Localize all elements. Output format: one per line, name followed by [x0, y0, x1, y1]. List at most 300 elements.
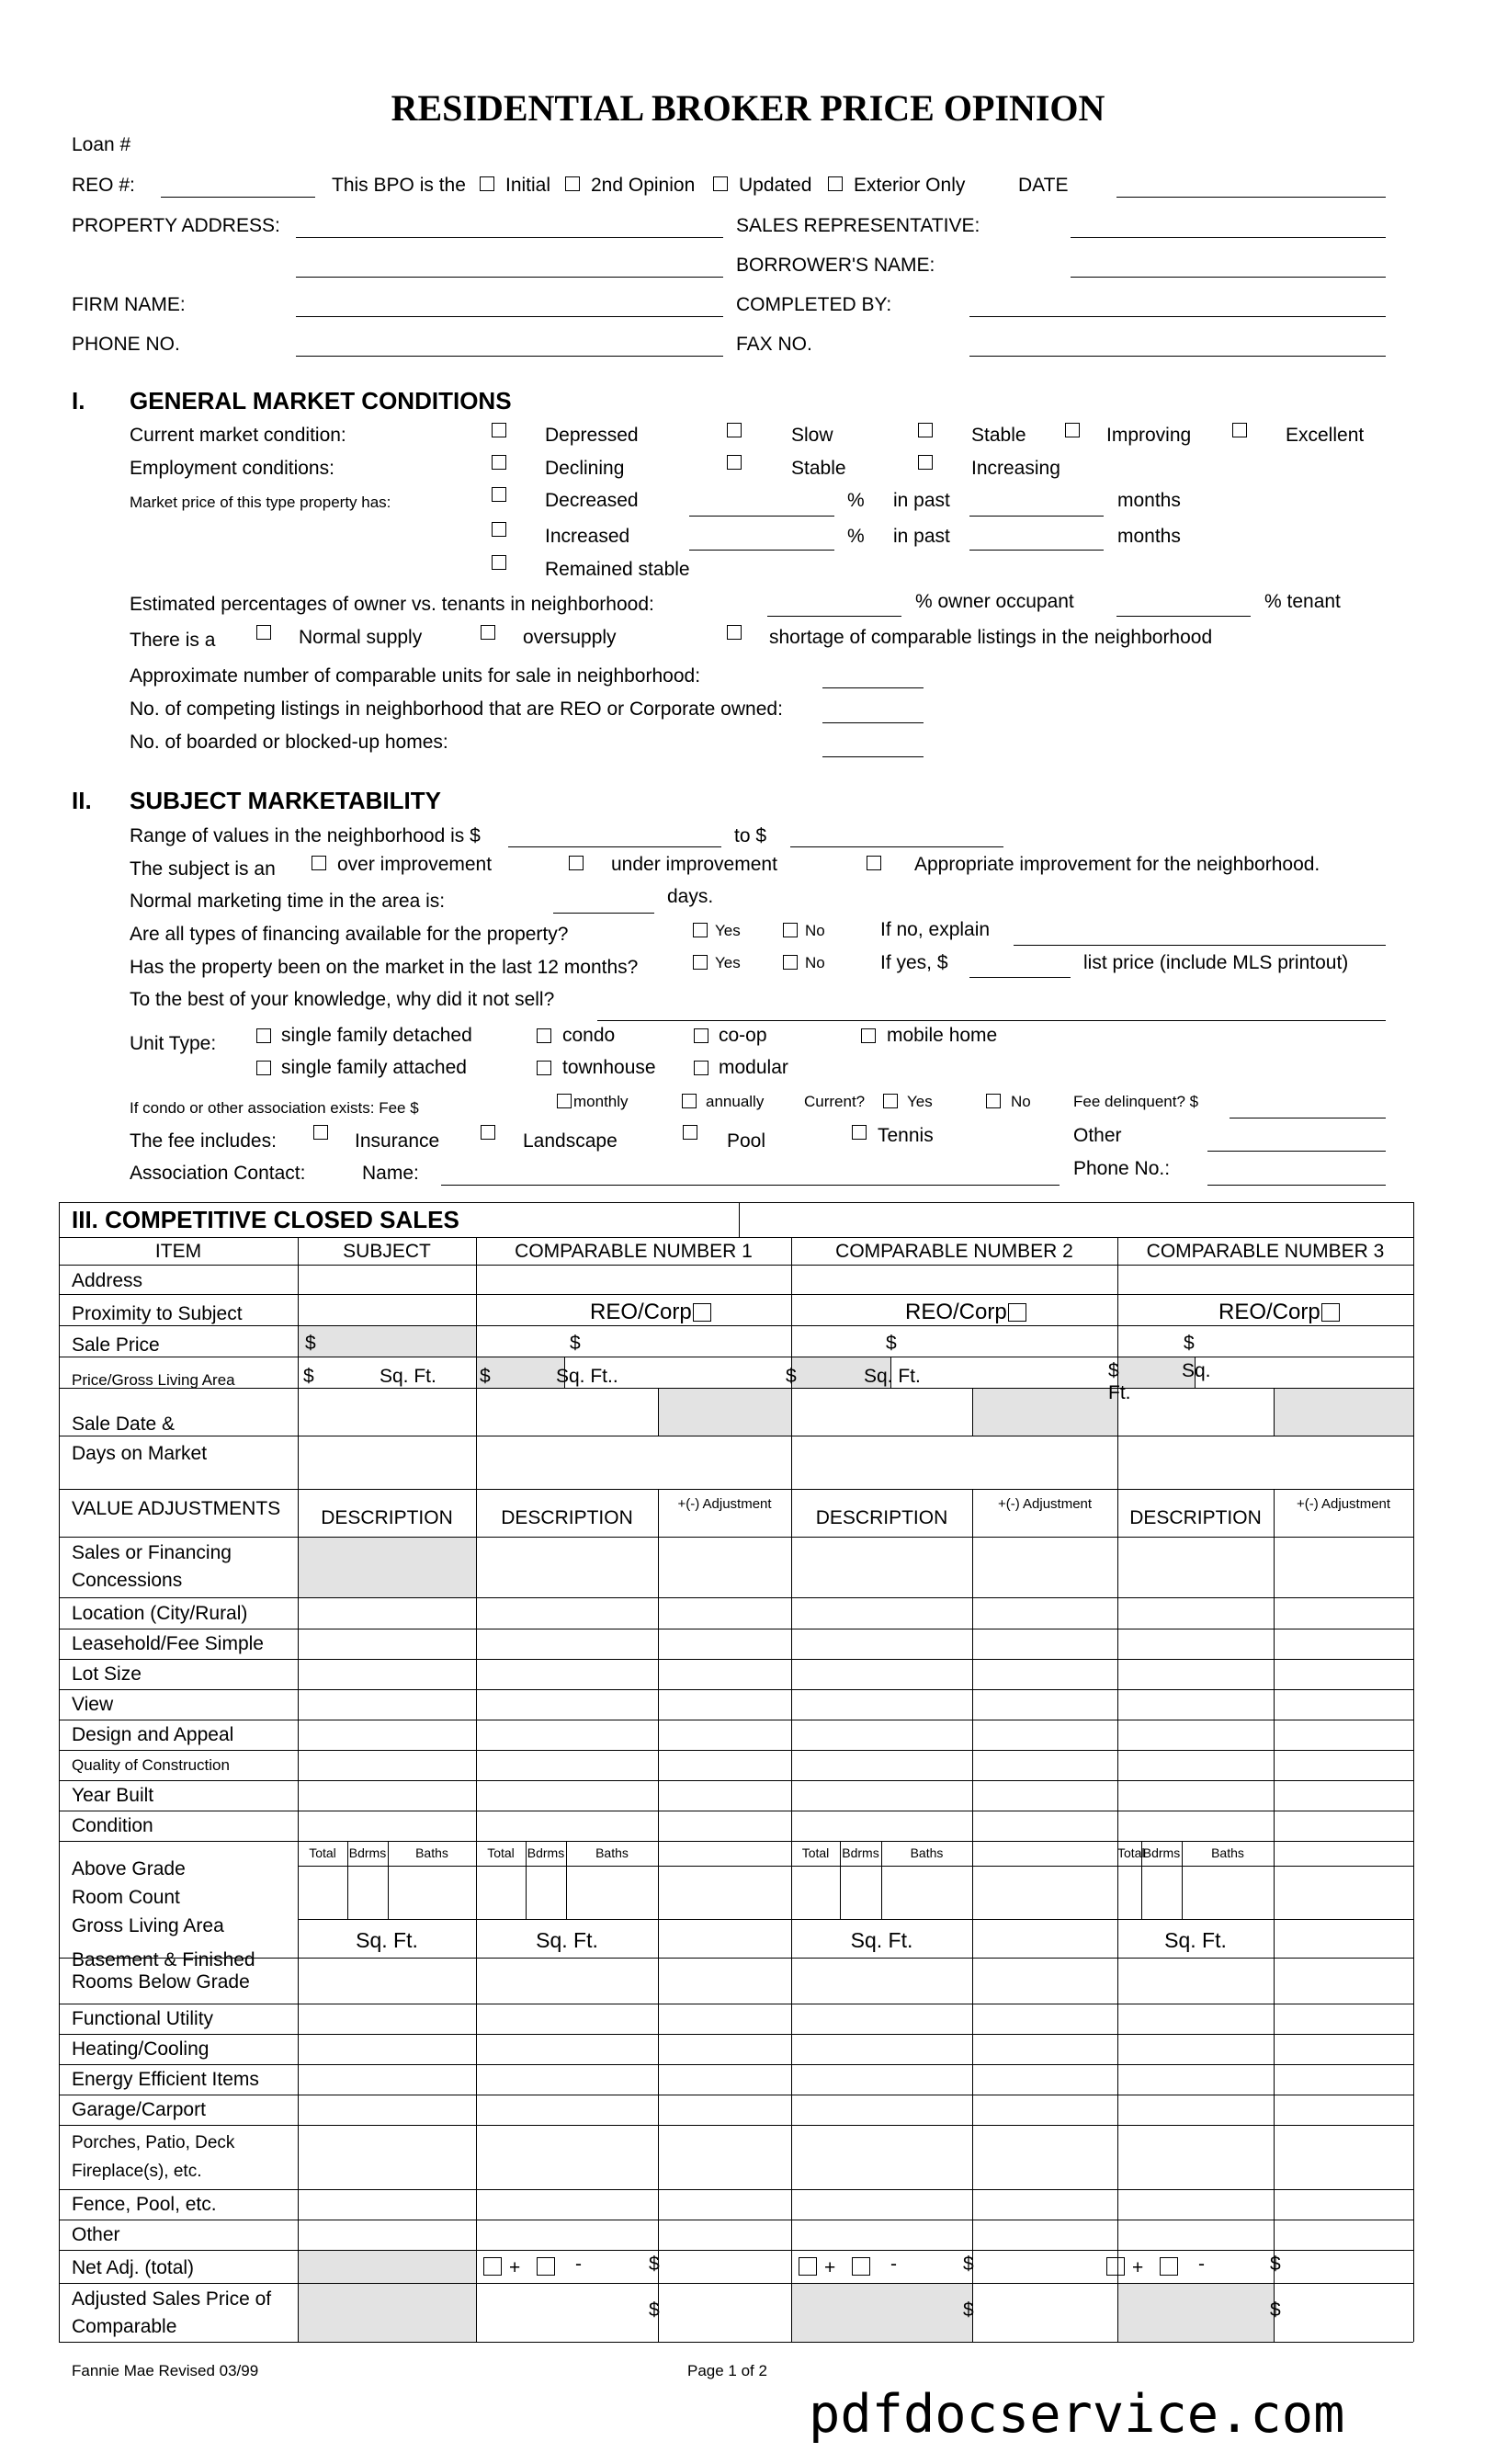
fee-includes-label: The fee includes:	[130, 1130, 277, 1152]
completed-by-label: COMPLETED BY:	[736, 294, 892, 315]
title-divider	[739, 1202, 740, 1237]
current-yes-checkbox[interactable]	[883, 1094, 898, 1108]
decreased-checkbox[interactable]	[492, 487, 506, 502]
comp1-reo-corp-label: REO/Corp	[590, 1300, 692, 1324]
subject-description-header: DESCRIPTION	[321, 1507, 453, 1528]
col-line-comp2-adj	[972, 1489, 973, 2342]
increased-pct-sign: %	[847, 526, 865, 547]
comp2-net-plus: +	[824, 2257, 836, 2278]
comp1-description-header: DESCRIPTION	[501, 1507, 633, 1528]
comp1-reo-corp-checkbox[interactable]	[693, 1303, 711, 1322]
borrower-field[interactable]	[1071, 277, 1386, 278]
comp3-total-header: Total	[1117, 1845, 1145, 1860]
shade-comp2-price-gla	[972, 1388, 1117, 1436]
comp2-net-dollar: $	[963, 2254, 974, 2275]
there-is-a-label: There is a	[130, 630, 216, 651]
comp3-price-gla-sq: Sq.	[1182, 1360, 1211, 1381]
annually-label: annually	[706, 1093, 765, 1110]
fax-field[interactable]	[969, 356, 1386, 357]
improving-checkbox[interactable]	[1065, 423, 1080, 437]
comp2-reo-corp-checkbox[interactable]	[1008, 1303, 1026, 1322]
decreased-pct-sign: %	[847, 490, 865, 511]
other-label: Other	[1073, 1125, 1122, 1146]
col-line-subject	[476, 1237, 477, 2342]
row-gla: Gross Living Area	[72, 1915, 224, 1936]
normal-supply-checkbox[interactable]	[256, 625, 271, 640]
comp2-net-minus-checkbox[interactable]	[852, 2257, 870, 2276]
row-above-grade: Above Grade	[72, 1858, 186, 1879]
decreased-in-past: in past	[893, 490, 950, 511]
financing-yes-checkbox[interactable]	[693, 923, 708, 937]
shade-comp2-adjusted	[791, 2283, 972, 2342]
increased-months: months	[1117, 526, 1181, 547]
row-adjusted-price: Adjusted Sales Price of	[72, 2288, 272, 2310]
row-line	[59, 1489, 1413, 1490]
phone-label: PHONE NO.	[72, 334, 180, 355]
section-2-title: SUBJECT MARKETABILITY	[130, 787, 441, 814]
comp1-price-gla-dollar: $	[480, 1366, 491, 1387]
normal-supply-label: Normal supply	[299, 627, 423, 648]
under-improvement-checkbox[interactable]	[569, 856, 584, 870]
increased-months-field[interactable]	[969, 550, 1104, 551]
comp3-price-gla-ft: Ft.	[1108, 1382, 1131, 1403]
row-fence: Fence, Pool, etc.	[72, 2194, 217, 2215]
range-to-label: to $	[734, 825, 767, 846]
row-line	[59, 2189, 1413, 2190]
col-line-comp3-adj	[1274, 1388, 1275, 1436]
depressed-label: Depressed	[545, 425, 639, 446]
section-1-number: I.	[72, 387, 85, 414]
row-line	[59, 1597, 1413, 1598]
row-sales-financing: Sales or Financing	[72, 1542, 232, 1563]
room-count-header-line	[298, 1866, 1413, 1867]
subject-sale-price-dollar: $	[305, 1333, 316, 1354]
competitive-closed-sales-table	[59, 1202, 1413, 2337]
insurance-checkbox[interactable]	[313, 1125, 328, 1140]
row-quality: Quality of Construction	[72, 1756, 230, 1774]
exterior-only-label: Exterior Only	[854, 175, 966, 196]
row-garage: Garage/Carport	[72, 2099, 206, 2120]
row-porches: Porches, Patio, Deck	[72, 2133, 235, 2152]
table-bottom-border	[59, 2342, 1413, 2343]
monthly-checkbox[interactable]	[557, 1094, 572, 1108]
comp2-adjustment-header: +(-) Adjustment	[997, 1496, 1093, 1512]
reo-label: REO #:	[72, 175, 135, 196]
col-line-item	[298, 1237, 299, 2342]
shortage-checkbox[interactable]	[727, 625, 742, 640]
row-lot-size: Lot Size	[72, 1663, 142, 1685]
row-comparable: Comparable	[72, 2316, 177, 2337]
room-count-bottom-line	[298, 1919, 1413, 1920]
row-energy: Energy Efficient Items	[72, 2069, 259, 2090]
comp1-adjusted-dollar: $	[649, 2299, 660, 2321]
property-address-label: PROPERTY ADDRESS:	[72, 215, 280, 236]
shade-subject-adjusted	[298, 2283, 476, 2342]
comp1-net-plus: +	[509, 2257, 521, 2278]
oversupply-label: oversupply	[523, 627, 617, 648]
date-label: DATE	[1018, 175, 1069, 196]
employment-label: Employment conditions:	[130, 458, 334, 479]
col-header-comp1: COMPARABLE NUMBER 1	[515, 1241, 753, 1262]
assoc-fee-label: If condo or other association exists: Fee $	[130, 1099, 419, 1117]
increased-checkbox[interactable]	[492, 522, 506, 537]
why-not-sell-field[interactable]	[597, 1020, 1386, 1021]
comp2-bdrms-header: Bdrms	[842, 1845, 879, 1860]
boarded-label: No. of boarded or blocked-up homes:	[130, 732, 448, 753]
unit-type-label: Unit Type:	[130, 1033, 217, 1054]
current-label: Current?	[804, 1093, 866, 1110]
table-right-border	[1413, 1202, 1414, 2342]
sfa-label: single family attached	[281, 1057, 467, 1078]
assoc-name-label: Name:	[362, 1163, 419, 1184]
owner-pct-field[interactable]	[767, 616, 901, 617]
row-concessions: Concessions	[72, 1570, 183, 1591]
comp1-net-minus-checkbox[interactable]	[537, 2257, 555, 2276]
comp2-description-header: DESCRIPTION	[815, 1507, 948, 1528]
decreased-months: months	[1117, 490, 1181, 511]
row-location: Location (City/Rural)	[72, 1603, 248, 1624]
page-title: RESIDENTIAL BROKER PRICE OPINION	[391, 87, 1105, 129]
initial-checkbox[interactable]	[480, 176, 494, 191]
shade-subject-concessions	[298, 1537, 476, 1597]
shortage-label: shortage of comparable listings in the neighborhood	[769, 627, 1213, 648]
employment-stable-checkbox[interactable]	[727, 455, 742, 470]
reo-field[interactable]	[161, 197, 315, 198]
assoc-phone-label: Phone No.:	[1073, 1158, 1171, 1179]
decreased-label: Decreased	[545, 490, 639, 511]
tenant-label: % tenant	[1264, 591, 1341, 612]
comp3-description-header: DESCRIPTION	[1129, 1507, 1262, 1528]
comp3-adjustment-header: +(-) Adjustment	[1296, 1496, 1391, 1512]
landscape-checkbox[interactable]	[481, 1125, 495, 1140]
insurance-label: Insurance	[355, 1130, 440, 1152]
employment-stable-label: Stable	[791, 458, 846, 479]
comp2-total-header: Total	[801, 1845, 830, 1860]
assoc-phone-field[interactable]	[1207, 1185, 1386, 1186]
comp2-price-gla-sqft: Sq. Ft.	[864, 1366, 921, 1387]
excellent-label: Excellent	[1286, 425, 1365, 446]
subject-price-gla-dollar: $	[303, 1366, 314, 1387]
appropriate-improvement-label: Appropriate improvement for the neighborhood.	[914, 854, 1320, 875]
assoc-name-field[interactable]	[441, 1185, 1060, 1186]
coop-checkbox[interactable]	[694, 1028, 708, 1043]
mobile-home-label: mobile home	[887, 1025, 998, 1046]
comp3-baths-header: Baths	[1211, 1845, 1244, 1860]
row-room-count: Room Count	[72, 1887, 180, 1908]
mobile-home-checkbox[interactable]	[861, 1028, 876, 1043]
loan-label: Loan #	[72, 134, 131, 155]
why-not-sell-label: To the best of your knowledge, why did it not sell?	[130, 989, 555, 1010]
updated-checkbox[interactable]	[713, 176, 728, 191]
sfd-checkbox[interactable]	[256, 1028, 271, 1043]
phone-field[interactable]	[296, 356, 723, 357]
assoc-contact-label: Association Contact:	[130, 1163, 306, 1184]
row-year-built: Year Built	[72, 1785, 154, 1806]
col-line-comp1-adj	[658, 1388, 659, 1436]
appropriate-improvement-checkbox[interactable]	[867, 856, 881, 870]
comp1-total-header: Total	[487, 1845, 515, 1860]
subject-bdrms-header: Bdrms	[348, 1845, 387, 1860]
monthly-label: monthly	[573, 1093, 629, 1110]
on-market-no-checkbox[interactable]	[783, 955, 798, 970]
row-view: View	[72, 1694, 114, 1715]
landscape-label: Landscape	[523, 1130, 618, 1152]
under-improvement-label: under improvement	[611, 854, 777, 875]
if-no-explain-label: If no, explain	[880, 919, 991, 940]
list-price-field[interactable]	[969, 977, 1071, 978]
row-sale-price: Sale Price	[72, 1334, 160, 1356]
modular-label: modular	[719, 1057, 788, 1078]
comp3-bdrms-header: Bdrms	[1142, 1845, 1181, 1860]
table-left-border	[59, 1202, 60, 2342]
financing-no-label: No	[805, 922, 825, 939]
initial-label: Initial	[505, 175, 551, 196]
current-no-checkbox[interactable]	[986, 1094, 1001, 1108]
range-low-field[interactable]	[508, 846, 721, 847]
row-line	[59, 2125, 1413, 2126]
firm-name-field[interactable]	[296, 316, 723, 317]
comp2-gla-sqft: Sq. Ft.	[850, 1928, 913, 1952]
declining-label: Declining	[545, 458, 625, 479]
comp2-reo-corp-label: REO/Corp	[905, 1300, 1007, 1324]
comp1-net-dollar: $	[649, 2254, 660, 2275]
row-sale-date: Sale Date &	[72, 1414, 176, 1435]
section-1-title: GENERAL MARKET CONDITIONS	[130, 387, 512, 414]
tennis-checkbox[interactable]	[852, 1125, 867, 1140]
col-header-item: ITEM	[154, 1241, 202, 1262]
row-design: Design and Appeal	[72, 1724, 234, 1745]
range-high-field[interactable]	[790, 846, 1003, 847]
completed-by-field[interactable]	[969, 316, 1386, 317]
shade-subject-proximity	[298, 1325, 476, 1357]
increased-in-past: in past	[893, 526, 950, 547]
increasing-checkbox[interactable]	[918, 455, 933, 470]
row-line	[59, 1689, 1413, 1690]
stable-checkbox[interactable]	[918, 423, 933, 437]
comp2-baths-header: Baths	[910, 1845, 944, 1860]
marketing-time-label: Normal marketing time in the area is:	[130, 891, 446, 912]
borrower-label: BORROWER'S NAME:	[736, 255, 935, 276]
approx-units-field[interactable]	[822, 687, 924, 688]
second-opinion-label: 2nd Opinion	[591, 175, 696, 196]
fee-delinquent-label: Fee delinquent? $	[1073, 1093, 1199, 1110]
slow-label: Slow	[791, 425, 833, 446]
comp3-net-minus: -	[1198, 2254, 1205, 2275]
row-line	[59, 1265, 1413, 1266]
comp3-price-gla-dollar: $	[1108, 1360, 1119, 1381]
subject-gla-sqft: Sq. Ft.	[356, 1928, 418, 1952]
owner-occupant-label: % owner occupant	[915, 591, 1074, 612]
owner-vs-tenant-label: Estimated percentages of owner vs. tenants in neighborhood:	[130, 594, 654, 615]
row-line	[59, 2283, 1413, 2284]
col-line-comp3-adj	[1274, 1489, 1275, 2342]
current-no-label: No	[1011, 1093, 1031, 1110]
sales-rep-field[interactable]	[1071, 237, 1386, 238]
competing-label: No. of competing listings in neighborhood that are REO or Corporate owned:	[130, 698, 783, 720]
financing-no-checkbox[interactable]	[783, 923, 798, 937]
shade-comp3-adjusted	[1117, 2283, 1274, 2342]
col-header-subject: SUBJECT	[343, 1241, 431, 1262]
property-address-field[interactable]	[296, 237, 723, 238]
footer-page-number: Page 1 of 2	[687, 2362, 767, 2379]
on-market-yes-checkbox[interactable]	[693, 955, 708, 970]
row-below-grade: Rooms Below Grade	[72, 1971, 250, 1993]
sales-rep-label: SALES REPRESENTATIVE:	[736, 215, 980, 236]
footer-revised: Fannie Mae Revised 03/99	[72, 2362, 259, 2379]
col-line-comp1-adj	[658, 1489, 659, 2342]
stable-label: Stable	[971, 425, 1026, 446]
increasing-label: Increasing	[971, 458, 1060, 479]
comp3-reo-corp-checkbox[interactable]	[1321, 1303, 1340, 1322]
declining-checkbox[interactable]	[492, 455, 506, 470]
on-market-label: Has the property been on the market in the last 12 months?	[130, 957, 639, 978]
updated-label: Updated	[739, 175, 812, 196]
comp1-net-plus-checkbox[interactable]	[483, 2257, 502, 2276]
row-line	[59, 1237, 1413, 1238]
table-top-border	[59, 1202, 1413, 1203]
section-2-number: II.	[72, 787, 92, 814]
sfa-checkbox[interactable]	[256, 1061, 271, 1075]
col-header-comp3: COMPARABLE NUMBER 3	[1146, 1241, 1385, 1262]
row-line	[59, 1750, 1413, 1751]
comp2-net-plus-checkbox[interactable]	[799, 2257, 817, 2276]
property-address-field-2[interactable]	[296, 277, 723, 278]
row-condition: Condition	[72, 1815, 153, 1836]
comp3-sale-price-dollar: $	[1184, 1333, 1195, 1354]
subject-is-label: The subject is an	[130, 858, 276, 880]
row-leasehold: Leasehold/Fee Simple	[72, 1633, 264, 1654]
improving-label: Improving	[1106, 425, 1192, 446]
fax-label: FAX NO.	[736, 334, 812, 355]
remained-stable-checkbox[interactable]	[492, 555, 506, 570]
row-line	[59, 1294, 1413, 1295]
condo-checkbox[interactable]	[537, 1028, 551, 1043]
subject-baths-header: Baths	[415, 1845, 448, 1860]
increased-pct-field[interactable]	[689, 550, 834, 551]
comp2-net-minus: -	[890, 2254, 897, 2275]
pool-label: Pool	[727, 1130, 766, 1152]
row-price-gla: Price/Gross Living Area	[72, 1371, 235, 1389]
subject-total-header: Total	[309, 1845, 336, 1860]
date-field[interactable]	[1116, 197, 1386, 198]
comp1-baths-header: Baths	[595, 1845, 629, 1860]
on-market-no-label: No	[805, 954, 825, 971]
row-heating: Heating/Cooling	[72, 2038, 210, 2060]
over-improvement-label: over improvement	[337, 854, 493, 875]
row-basement: Basement & Finished	[72, 1949, 255, 1970]
comp2-sale-price-dollar: $	[886, 1333, 897, 1354]
section-3-title: III. COMPETITIVE CLOSED SALES	[72, 1206, 459, 1233]
remained-stable-label: Remained stable	[545, 559, 690, 580]
shade-subject-net-adj	[298, 2250, 476, 2283]
row-functional: Functional Utility	[72, 2008, 214, 2029]
comp3-net-minus-checkbox[interactable]	[1160, 2257, 1178, 2276]
row-line	[59, 1388, 1413, 1389]
list-price-label: list price (include MLS printout)	[1083, 952, 1349, 973]
modular-checkbox[interactable]	[694, 1061, 708, 1075]
shade-comp1-price-gla	[658, 1388, 791, 1436]
bpo-is-the-label: This BPO is the	[332, 175, 466, 196]
boarded-field[interactable]	[822, 756, 924, 757]
coop-label: co-op	[719, 1025, 767, 1046]
annually-checkbox[interactable]	[682, 1094, 697, 1108]
townhouse-label: townhouse	[562, 1057, 656, 1078]
over-improvement-checkbox[interactable]	[312, 856, 326, 870]
range-label: Range of values in the neighborhood is $	[130, 825, 481, 846]
financing-yes-label: Yes	[715, 922, 741, 939]
row-fireplace: Fireplace(s), etc.	[72, 2162, 202, 2181]
depressed-checkbox[interactable]	[492, 423, 506, 437]
competing-field[interactable]	[822, 722, 924, 723]
on-market-yes-label: Yes	[715, 954, 741, 971]
shade-comp3-price-gla	[1274, 1388, 1413, 1436]
slow-checkbox[interactable]	[727, 423, 742, 437]
approx-units-label: Approximate number of comparable units for sale in neighborhood:	[130, 665, 701, 687]
row-net-adj: Net Adj. (total)	[72, 2257, 195, 2278]
comp3-net-dollar: $	[1270, 2254, 1281, 2275]
tennis-label: Tennis	[878, 1125, 934, 1146]
sfd-label: single family detached	[281, 1025, 472, 1046]
row-line	[59, 2034, 1413, 2035]
row-line	[59, 1841, 1413, 1842]
comp3-net-plus-checkbox[interactable]	[1106, 2257, 1125, 2276]
current-yes-label: Yes	[907, 1093, 933, 1110]
row-proximity: Proximity to Subject	[72, 1303, 243, 1324]
row-line	[59, 1958, 1413, 1959]
oversupply-checkbox[interactable]	[481, 625, 495, 640]
days-label: days.	[667, 886, 714, 907]
decreased-pct-field[interactable]	[689, 516, 834, 517]
pool-checkbox[interactable]	[683, 1125, 697, 1140]
col-line-comp2-adj	[972, 1388, 973, 1436]
condo-label: condo	[562, 1025, 616, 1046]
firm-name-label: FIRM NAME:	[72, 294, 186, 315]
other-field[interactable]	[1207, 1151, 1386, 1152]
row-line	[59, 1537, 1413, 1538]
comp1-net-minus: -	[575, 2254, 582, 2275]
comp3-adjusted-dollar: $	[1270, 2299, 1281, 2321]
exterior-only-checkbox[interactable]	[828, 176, 843, 191]
row-line	[59, 2064, 1413, 2065]
comp2-price-gla-dollar: $	[786, 1366, 797, 1387]
subject-price-gla-sqft: Sq. Ft.	[380, 1366, 436, 1387]
market-price-label: Market price of this type property has:	[130, 494, 391, 511]
footer-watermark: pdfdocservice.com	[809, 2384, 1345, 2445]
comp2-adjusted-dollar: $	[963, 2299, 974, 2321]
row-line	[59, 1780, 1413, 1781]
comp1-gla-sqft: Sq. Ft.	[536, 1928, 598, 1952]
comp3-reo-corp-label: REO/Corp	[1218, 1300, 1320, 1324]
comp1-bdrms-header: Bdrms	[527, 1845, 565, 1860]
second-opinion-checkbox[interactable]	[565, 176, 580, 191]
financing-label: Are all types of financing available for the property?	[130, 924, 569, 945]
tenant-pct-field[interactable]	[1116, 616, 1251, 617]
row-line	[59, 1325, 1413, 1326]
excellent-checkbox[interactable]	[1232, 423, 1247, 437]
comp3-gla-sqft: Sq. Ft.	[1164, 1928, 1227, 1952]
current-market-label: Current market condition:	[130, 425, 346, 446]
row-address: Address	[72, 1270, 143, 1291]
townhouse-checkbox[interactable]	[537, 1061, 551, 1075]
if-yes-label: If yes, $	[880, 952, 948, 973]
decreased-months-field[interactable]	[969, 516, 1104, 517]
if-no-explain-field[interactable]	[1014, 945, 1386, 946]
marketing-time-field[interactable]	[553, 913, 654, 914]
comp3-net-plus: +	[1132, 2257, 1144, 2278]
comp1-sale-price-dollar: $	[570, 1333, 581, 1354]
row-line	[59, 1659, 1413, 1660]
row-value-adjustments: VALUE ADJUSTMENTS	[72, 1498, 281, 1519]
